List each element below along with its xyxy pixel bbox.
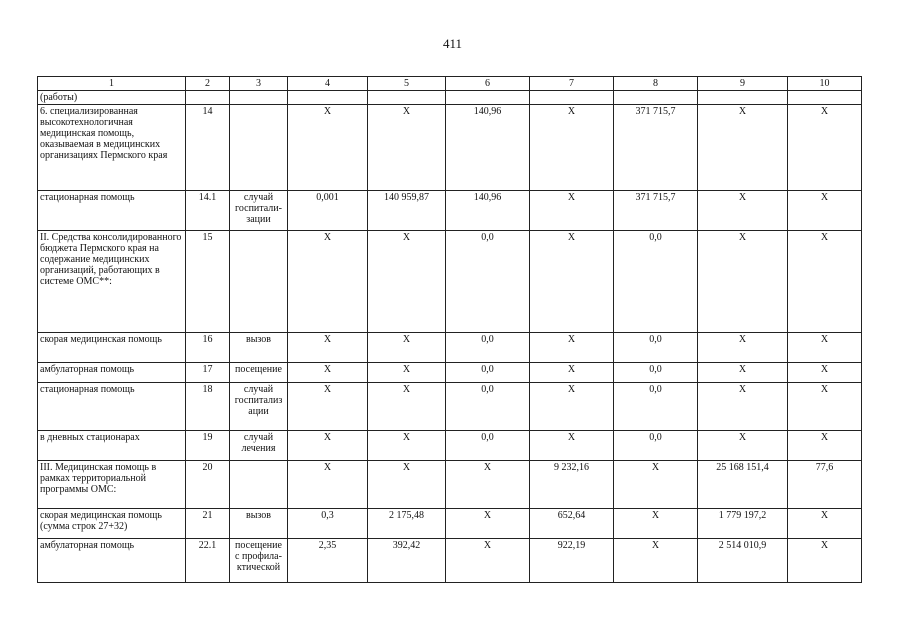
table-cell: Х	[368, 333, 446, 363]
table-cell: амбулаторная помощь	[38, 363, 186, 383]
table-row	[38, 333, 862, 363]
header-cell: 10	[788, 77, 862, 91]
table-cell: в дневных стационарах	[38, 431, 186, 461]
table-cell: Х	[288, 105, 368, 191]
table-cell	[230, 231, 288, 333]
table-cell: 0,3	[288, 509, 368, 539]
table-cell: (работы)	[38, 91, 186, 105]
table-cell: Х	[788, 231, 862, 333]
table-cell: 140 959,87	[368, 191, 446, 231]
table-cell: случай госпитали-зации	[230, 191, 288, 231]
table-cell	[446, 91, 530, 105]
table-cell: Х	[368, 363, 446, 383]
table-row	[38, 383, 862, 431]
table-cell: Х	[368, 231, 446, 333]
table-row	[38, 105, 862, 191]
table-cell	[788, 91, 862, 105]
table-cell: случай лечения	[230, 431, 288, 461]
table-cell: 0,0	[614, 383, 698, 431]
table-cell: Х	[698, 105, 788, 191]
table-row	[38, 461, 862, 509]
table-row	[38, 231, 862, 333]
table-cell: 140,96	[446, 191, 530, 231]
table-cell	[186, 91, 230, 105]
table-cell: 16	[186, 333, 230, 363]
table-row	[38, 509, 862, 539]
table-cell: Х	[698, 231, 788, 333]
table-cell: Х	[530, 191, 614, 231]
table-cell: 1 779 197,2	[698, 509, 788, 539]
table-cell: 0,0	[614, 333, 698, 363]
data-table	[37, 76, 862, 583]
table-cell: II. Средства консолидированного бюджета Пермского края на содержание медицинских организаций, работающих в системе ОМС**:	[38, 231, 186, 333]
header-cell: 3	[230, 77, 288, 91]
table-cell: Х	[530, 363, 614, 383]
table-cell: Х	[446, 539, 530, 583]
table-cell: 22.1	[186, 539, 230, 583]
table-cell: амбулаторная помощь	[38, 539, 186, 583]
table-cell: 19	[186, 431, 230, 461]
table-header-row	[38, 77, 862, 91]
table-cell: 9 232,16	[530, 461, 614, 509]
header-cell: 8	[614, 77, 698, 91]
table-cell: Х	[788, 363, 862, 383]
table-cell: Х	[788, 383, 862, 431]
table-cell	[698, 91, 788, 105]
table-cell: Х	[368, 461, 446, 509]
table-cell: Х	[288, 431, 368, 461]
table-cell: Х	[530, 383, 614, 431]
table-cell: 0,0	[614, 231, 698, 333]
table-cell: Х	[530, 333, 614, 363]
table-cell: 14	[186, 105, 230, 191]
table-cell: Х	[530, 105, 614, 191]
table-cell: 371 715,7	[614, 191, 698, 231]
table-cell	[368, 91, 446, 105]
table-cell: посещение с профила-ктической	[230, 539, 288, 583]
table-cell: 0,0	[446, 383, 530, 431]
table-cell: Х	[614, 539, 698, 583]
table-cell: Х	[368, 431, 446, 461]
table-cell: Х	[368, 105, 446, 191]
table-cell: 21	[186, 509, 230, 539]
table-cell: Х	[788, 431, 862, 461]
table-cell: Х	[288, 383, 368, 431]
header-cell: 1	[38, 77, 186, 91]
table-cell	[230, 105, 288, 191]
table-cell: Х	[788, 539, 862, 583]
table-cell: Х	[788, 333, 862, 363]
table-cell: III. Медицинская помощь в рамках территориальной программы ОМС:	[38, 461, 186, 509]
table-cell: 392,42	[368, 539, 446, 583]
table-cell: 922,19	[530, 539, 614, 583]
table-cell: 15	[186, 231, 230, 333]
table-cell: Х	[368, 383, 446, 431]
table-cell: Х	[530, 431, 614, 461]
table-cell: Х	[446, 461, 530, 509]
table-cell: Х	[788, 105, 862, 191]
table-cell: Х	[614, 509, 698, 539]
table-cell: Х	[530, 231, 614, 333]
table-cell	[230, 91, 288, 105]
table-cell: Х	[698, 431, 788, 461]
header-cell: 5	[368, 77, 446, 91]
table-cell: 0,0	[446, 333, 530, 363]
table-cell: 0,0	[614, 431, 698, 461]
table-cell: 77,6	[788, 461, 862, 509]
table-cell	[288, 91, 368, 105]
table-cell: 0,0	[614, 363, 698, 383]
table-cell: Х	[788, 191, 862, 231]
header-cell: 9	[698, 77, 788, 91]
table-cell: 140,96	[446, 105, 530, 191]
table-cell: Х	[698, 383, 788, 431]
table-cell: Х	[288, 363, 368, 383]
table-cell: 17	[186, 363, 230, 383]
table-cell: 20	[186, 461, 230, 509]
table-cell: вызов	[230, 333, 288, 363]
header-cell: 6	[446, 77, 530, 91]
table-cell	[530, 91, 614, 105]
table-cell: 25 168 151,4	[698, 461, 788, 509]
table-cell: Х	[446, 509, 530, 539]
table-cell: скорая медицинская помощь (сумма строк 27+32)	[38, 509, 186, 539]
table-cell: Х	[788, 509, 862, 539]
table-cell: Х	[288, 461, 368, 509]
table-cell: 6. специализированная высокотехнологичная медицинская помощь, оказываемая в медицинских организациях Пермского края	[38, 105, 186, 191]
table-cell: Х	[288, 333, 368, 363]
page-number: 411	[442, 36, 463, 51]
table-cell: 0,0	[446, 231, 530, 333]
table-cell: Х	[698, 333, 788, 363]
table-cell: скорая медицинская помощь	[38, 333, 186, 363]
table-cell	[614, 91, 698, 105]
table-cell: 0,0	[446, 363, 530, 383]
table-cell: 2 514 010,9	[698, 539, 788, 583]
table-cell: 652,64	[530, 509, 614, 539]
table-cell: 2 175,48	[368, 509, 446, 539]
table-cell: Х	[288, 231, 368, 333]
table-cell: Х	[698, 191, 788, 231]
table-row	[38, 91, 862, 105]
table-cell: 0,0	[446, 431, 530, 461]
table-row	[38, 539, 862, 583]
table-row	[38, 431, 862, 461]
table-cell: вызов	[230, 509, 288, 539]
table-cell: Х	[614, 461, 698, 509]
table-cell: стационарная помощь	[38, 191, 186, 231]
table-cell	[230, 461, 288, 509]
table-row	[38, 191, 862, 231]
header-cell: 2	[186, 77, 230, 91]
table-cell: 14.1	[186, 191, 230, 231]
table-cell: случай госпитализ ации	[230, 383, 288, 431]
table-cell: 2,35	[288, 539, 368, 583]
table-row	[38, 363, 862, 383]
header-cell: 4	[288, 77, 368, 91]
table-cell: Х	[698, 363, 788, 383]
table-cell: посещение	[230, 363, 288, 383]
table-cell: стационарная помощь	[38, 383, 186, 431]
table-cell: 371 715,7	[614, 105, 698, 191]
header-cell: 7	[530, 77, 614, 91]
table-cell: 0,001	[288, 191, 368, 231]
table-cell: 18	[186, 383, 230, 431]
